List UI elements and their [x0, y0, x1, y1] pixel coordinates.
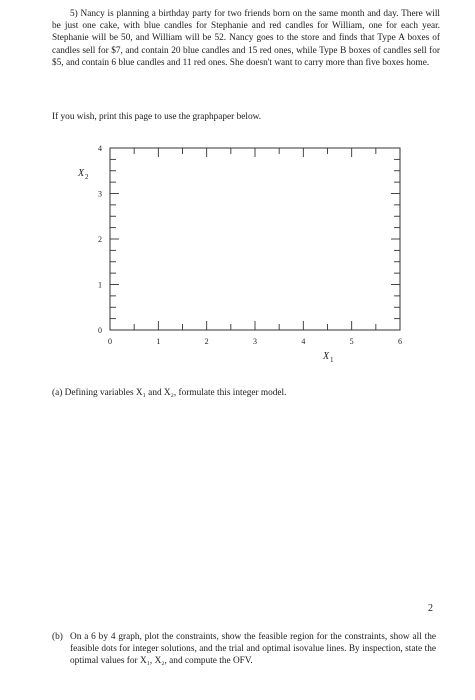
graph-paper: [60, 138, 410, 368]
part-a-label: (a): [52, 388, 63, 398]
graph-frame: [110, 148, 400, 330]
x-tick-label: 3: [253, 337, 257, 346]
y-tick-label: 1: [98, 280, 102, 290]
page-number: 2: [428, 603, 433, 614]
x-tick-label: 0: [108, 337, 112, 346]
y-axis-label: X: [78, 168, 85, 179]
x-axis-label: X: [323, 351, 330, 362]
x-tick-label: 5: [349, 337, 354, 346]
problem-text: Nancy is planning a birthday party for two friends born on the same month and day. There will be just one cake, with blue candles for Stephanie and red candles for William, one for each year. Stephanie will be 50, and William will be 52. Nancy goes to the store and finds that Type A boxes of candles sell for $7, and contain 20 blue candles and 15 red ones, while Type B boxes of candles sell for $5, and contain 6 blue candles and 11 red ones. She doesn't want to carry more than five boxes home.: [52, 9, 441, 68]
part-b: [52, 631, 436, 668]
y-tick-label: 2: [98, 235, 102, 244]
graph-grid: [110, 148, 400, 330]
part-a: [52, 387, 440, 399]
y-axis-subscript: 2: [85, 173, 89, 181]
x-tick-label: 4: [301, 337, 306, 346]
x-tick-label: 2: [204, 337, 209, 346]
print-note: If you wish, print this page to use the graphpaper below.: [52, 112, 262, 122]
graph-labels: [77, 144, 402, 364]
y-tick-label: 0: [98, 326, 102, 335]
x-tick-label: 6: [398, 337, 402, 346]
problem-paragraph: [52, 8, 440, 69]
x-axis-subscript: 1: [330, 356, 334, 364]
part-b-label: (b): [52, 632, 63, 642]
part-a-text: Defining variables X₁ and X₂, formulate this integer model.: [64, 388, 287, 398]
problem-number: 5): [70, 9, 78, 19]
y-tick-label: 3: [98, 189, 102, 199]
y-tick-label: 4: [98, 144, 102, 153]
x-tick-label: 1: [156, 337, 161, 346]
part-b-text: On a 6 by 4 graph, plot the constraints, show the feasible region for the constraints, show all the feasible dots for integer solutions, and the trial and optimal isovalue lines. By inspection, state the optimal values for X₁, X₂, and compute the OFV.: [70, 632, 436, 667]
